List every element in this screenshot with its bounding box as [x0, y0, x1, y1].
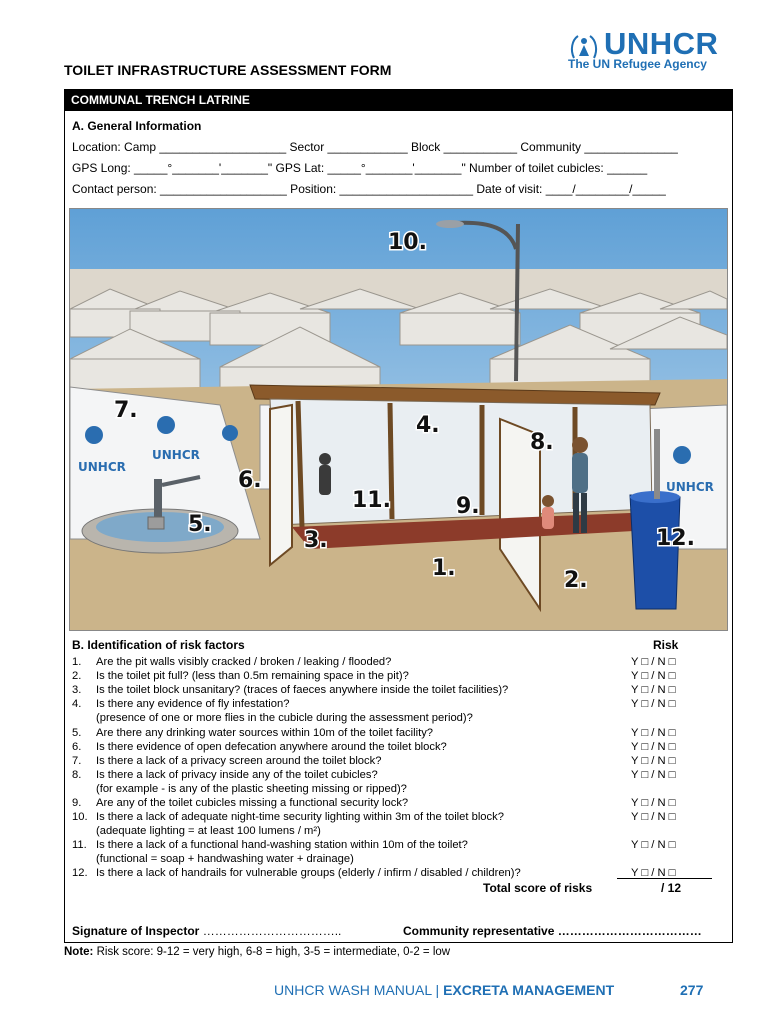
footer-title [274, 982, 614, 998]
total-score-label: Total score of risks [483, 881, 593, 895]
question-number: 10. [72, 811, 88, 823]
form-banner: COMMUNAL TRENCH LATRINE [65, 90, 732, 111]
answer-10[interactable]: Y □ / N □ [631, 811, 676, 823]
question-11 [72, 839, 468, 851]
unhcr-logo [566, 26, 726, 72]
question-text: Is there a lack of adequate night-time security lighting within 3m of the toilet block? [96, 811, 504, 823]
answer-11[interactable]: Y □ / N □ [631, 839, 676, 851]
question-number: 5. [72, 727, 82, 739]
section-a-heading: A. General Information [72, 119, 202, 133]
question-number: 7. [72, 755, 82, 767]
label-4: 4. [416, 413, 440, 438]
question-number: 9. [72, 797, 82, 809]
answer-3[interactable]: Y □ / N □ [631, 684, 676, 696]
community-representative[interactable] [403, 924, 702, 938]
answer-7[interactable]: Y □ / N □ [631, 755, 676, 767]
risk-column-heading: Risk [653, 638, 679, 652]
footer-chapter: EXCRETA MANAGEMENT [443, 982, 615, 998]
risk-score-note [64, 946, 450, 958]
question-4 [72, 698, 289, 710]
community-representative-label: Community representative [403, 924, 555, 938]
question-text: Is there a lack of a privacy screen around the toilet block? [96, 755, 382, 767]
inspector-signature-line[interactable]: …………………………….. [202, 924, 342, 938]
label-8: 8. [530, 430, 554, 455]
total-underline [617, 878, 712, 879]
answer-12[interactable]: Y □ / N □ [631, 867, 676, 879]
latrine-illustration [69, 208, 728, 631]
question-4-detail: (presence of one or more flies in the cubicle during the assessment period)? [96, 712, 473, 724]
label-2: 2. [564, 568, 588, 593]
banner-text-mid: UNHCR [152, 448, 200, 462]
total-score-field[interactable]: / 12 [661, 881, 682, 895]
label-7: 7. [114, 398, 138, 423]
label-10: 10. [388, 230, 427, 255]
answer-6[interactable]: Y □ / N □ [631, 741, 676, 753]
question-7 [72, 755, 381, 767]
question-text: Is there a lack of handrails for vulnerable groups (elderly / infirm / disabled / children)? [96, 867, 521, 879]
gps-line[interactable]: GPS Long: _____°_______'_______" GPS Lat: _____°_______'_______" Number of toilet cubicles: ______ [72, 161, 648, 175]
question-6 [72, 741, 447, 753]
question-number: 8. [72, 769, 82, 781]
question-number: 2. [72, 670, 82, 682]
question-text: Is there evidence of open defecation anywhere around the toilet block? [96, 741, 447, 753]
question-12 [72, 867, 521, 879]
question-11-detail: (functional = soap + handwashing water + drainage) [96, 853, 354, 865]
contact-line[interactable]: Contact person: ___________________ Position: ____________________ Date of visit: ____/________/_____ [72, 182, 666, 196]
form-frame [64, 89, 733, 943]
form-title: TOILET INFRASTRUCTURE ASSESSMENT FORM [64, 62, 392, 78]
question-2 [72, 670, 409, 682]
label-3: 3. [304, 528, 328, 553]
answer-8[interactable]: Y □ / N □ [631, 769, 676, 781]
question-number: 6. [72, 741, 82, 753]
footer-manual: UNHCR WASH MANUAL | [274, 982, 444, 998]
answer-4[interactable]: Y □ / N □ [631, 698, 676, 710]
label-11: 11. [352, 488, 391, 513]
question-9 [72, 797, 408, 809]
logo-name: UNHCR [604, 26, 719, 61]
note-label: Note: [64, 946, 94, 958]
question-3 [72, 684, 508, 696]
section-b-heading: B. Identification of risk factors [72, 638, 245, 652]
label-6: 6. [238, 468, 262, 493]
question-number: 4. [72, 698, 82, 710]
question-number: 12. [72, 867, 88, 879]
answer-9[interactable]: Y □ / N □ [631, 797, 676, 809]
question-number: 11. [72, 839, 87, 851]
banner-text-left: UNHCR [78, 460, 126, 474]
question-text: Are there any drinking water sources within 10m of the toilet facility? [96, 727, 434, 739]
page-number: 277 [680, 982, 704, 998]
question-number: 3. [72, 684, 82, 696]
answer-1[interactable]: Y □ / N □ [631, 656, 676, 668]
question-text: Are any of the toilet cubicles missing a functional security lock? [96, 797, 409, 809]
banner-text-right: UNHCR [666, 480, 714, 494]
question-5 [72, 727, 433, 739]
question-text: Are the pit walls visibly cracked / broken / leaking / flooded? [96, 656, 392, 668]
question-text: Is the toilet block unsanitary? (traces of faeces anywhere inside the toilet facilities)? [96, 684, 509, 696]
question-number: 1. [72, 656, 82, 668]
logo-tagline: The UN Refugee Agency [568, 57, 707, 71]
question-text: Is there a lack of privacy inside any of the toilet cubicles? [96, 769, 378, 781]
note-text: Risk score: 9-12 = very high, 6-8 = high, 3-5 = intermediate, 0-2 = low [93, 946, 451, 958]
label-9: 9. [456, 494, 480, 519]
community-representative-line[interactable]: ……………………………… [557, 924, 702, 938]
answer-2[interactable]: Y □ / N □ [631, 670, 676, 682]
question-10-detail: (adequate lighting = at least 100 lumens / m²) [96, 825, 321, 837]
question-text: Is there any evidence of fly infestation? [96, 698, 290, 710]
inspector-signature[interactable] [72, 924, 341, 938]
question-10 [72, 811, 504, 823]
label-5: 5. [188, 512, 212, 537]
label-1: 1. [432, 556, 456, 581]
location-line[interactable]: Location: Camp ___________________ Sector ____________ Block ___________ Community ______________ [72, 140, 678, 154]
question-8-detail: (for example - is any of the plastic sheeting missing or ripped)? [96, 783, 407, 795]
label-12: 12. [656, 526, 695, 551]
answer-5[interactable]: Y □ / N □ [631, 727, 676, 739]
question-8 [72, 769, 378, 781]
question-text: Is the toilet pit full? (less than 0.5m remaining space in the pit)? [96, 670, 409, 682]
question-1 [72, 656, 391, 668]
inspector-signature-label: Signature of Inspector [72, 924, 200, 938]
question-text: Is there a lack of a functional hand-washing station within 10m of the toilet? [96, 839, 468, 851]
